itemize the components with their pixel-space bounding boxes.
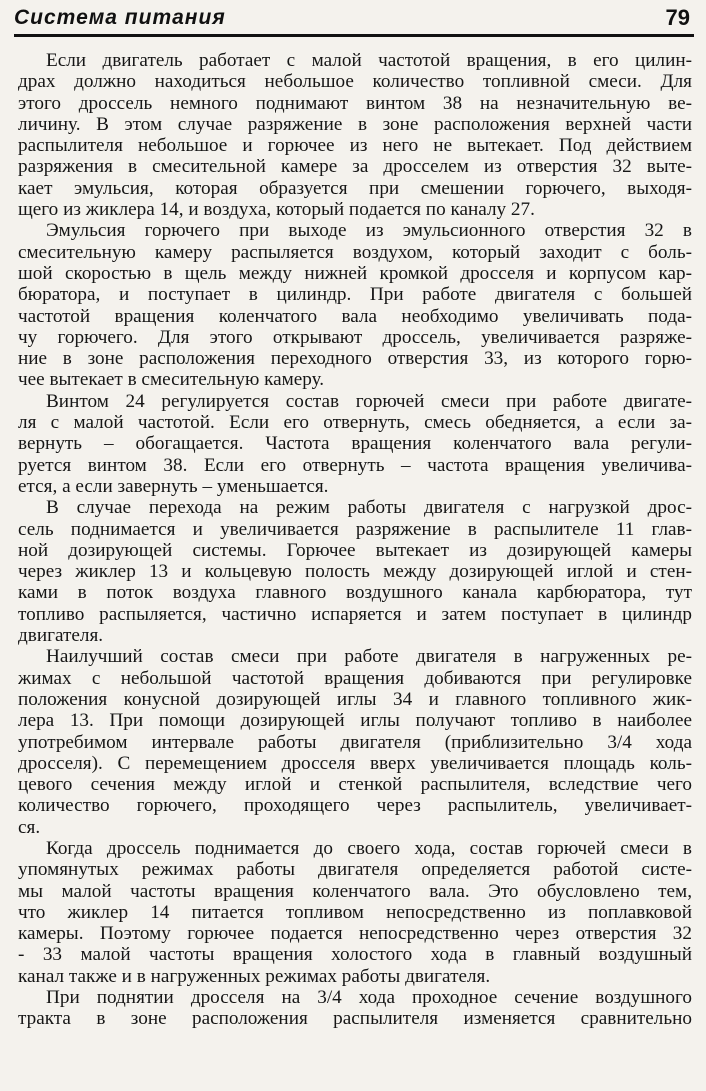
text-line: камеры. Поэтому горючее подается непосредственно через отверстия 32	[18, 923, 692, 945]
text-line: употребимом интервале работы двигателя (приблизительно 3/4 хода	[18, 731, 692, 753]
text-line: драх должно находиться небольшое количество топливной смеси. Для	[18, 71, 692, 93]
text-line: мы малой частоты вращения коленчатого вала. Это обусловлено тем,	[18, 880, 692, 902]
page-header	[14, 4, 694, 37]
text-line: распылителя небольшое и горючее из него не вытекает. Под действием	[18, 135, 692, 157]
text-line: упомянутых режимах работы двигателя определяется работой систе-	[18, 859, 692, 881]
text-line: ние в зоне расположения переходного отверстия 33, из которого горю-	[18, 348, 692, 370]
paragraph	[18, 50, 692, 220]
text-line: через жиклер 13 и кольцевую полость между дозирующей иглой и стен-	[18, 561, 692, 583]
text-line: шой скоростью в щель между нижней кромкой дросселя и корпусом кар-	[18, 262, 692, 284]
text-line: щего из жиклера 14, и воздуха, который подается по каналу 27.	[18, 199, 535, 221]
text-line: кает эмульсия, которая образуется при смешении горючего, выходя-	[18, 177, 692, 199]
text-line: цевого сечения между иглой и стенкой распылителя, вследствие чего	[18, 774, 692, 796]
paragraph	[18, 646, 692, 838]
text-line: ся.	[18, 816, 41, 838]
text-line: Эмульсия горючего при выходе из эмульсионного отверстия 32 в	[46, 220, 692, 242]
text-line: разряжения в смесительной камере за дросселем из отверстия 32 выте-	[18, 156, 692, 178]
text-line: количество горючего, проходящего через распылитель, увеличивает-	[18, 795, 692, 817]
text-line: двигателя.	[18, 625, 104, 647]
body-text	[18, 50, 692, 1030]
paragraph	[18, 838, 692, 987]
text-line: лера 13. При помощи дозирующей иглы получают топливо в наиболее	[18, 710, 692, 732]
text-line: частотой вращения коленчатого вала необходимо увеличивать пода-	[18, 305, 692, 327]
text-line: руется винтом 38. Если его отвернуть – частота вращения увеличива-	[18, 454, 692, 476]
text-line: В случае перехода на режим работы двигателя с нагрузкой дрос-	[46, 497, 692, 519]
text-line: дросселя). С перемещением дросселя вверх увеличивается площадь коль-	[18, 752, 692, 774]
text-line: Винтом 24 регулируется состав горючей смеси при работе двигате-	[46, 390, 692, 412]
text-line: сель поднимается и увеличивается разряжение в распылителе 11 глав-	[18, 518, 692, 540]
text-line: ля с малой частотой. Если его отвернуть, смесь обедняется, а если за-	[18, 412, 692, 434]
text-line: этого дроссель немного поднимают винтом 38 на незначительную ве-	[18, 92, 692, 114]
text-line: Наилучший состав смеси при работе двигателя в нагруженных ре-	[46, 646, 692, 668]
text-line: положения конусной дозирующей иглы 34 и главного топливного жик-	[18, 688, 692, 710]
paragraph	[18, 987, 692, 1030]
text-line: личину. В этом случае разряжение в зоне расположения верхней части	[18, 113, 692, 135]
text-line: Если двигатель работает с малой частотой вращения, в его цилин-	[46, 50, 692, 71]
text-line: чее вытекает в смесительную камеру.	[18, 369, 325, 391]
text-line: топливо распыляется, частично испаряется и затем поступает в цилиндр	[18, 603, 692, 625]
text-line: При поднятии дросселя на 3/4 хода проходное сечение воздушного	[46, 987, 692, 1009]
text-line: канал также и в нагруженных режимах работы двигателя.	[18, 965, 491, 987]
text-line: смесительную камеру распыляется воздухом, который заходит с боль-	[18, 241, 692, 263]
paragraph	[18, 220, 692, 390]
page-number: 79	[665, 5, 690, 30]
text-line: чу горючего. Для этого открывают дроссель, увеличивается разряже-	[18, 326, 692, 348]
text-line: что жиклер 14 питается топливом непосредственно из поплавковой	[18, 901, 692, 923]
text-line: ками в поток воздуха главного воздушного канала карбюратора, тут	[18, 582, 692, 604]
text-line: ется, а если завернуть – уменьшается.	[18, 475, 329, 497]
text-line: вернуть – обогащается. Частота вращения коленчатого вала регули-	[18, 433, 692, 455]
text-line: Когда дроссель поднимается до своего хода, состав горючей смеси в	[46, 837, 692, 859]
text-line: ной дозирующей системы. Горючее вытекает из дозирующей камеры	[18, 539, 692, 561]
section-title: Система питания	[14, 6, 226, 29]
text-line: бюратора, и поступает в цилиндр. При работе двигателя с большей	[18, 284, 692, 306]
text-line: тракта в зоне расположения распылителя изменяется сравнительно	[18, 1008, 692, 1030]
paragraph	[18, 391, 692, 497]
text-line: жимах с небольшой частотой вращения добиваются при регулировке	[18, 667, 692, 689]
paragraph	[18, 497, 692, 646]
text-line: - 33 малой частоты вращения холостого хода в главный воздушный	[18, 944, 692, 966]
